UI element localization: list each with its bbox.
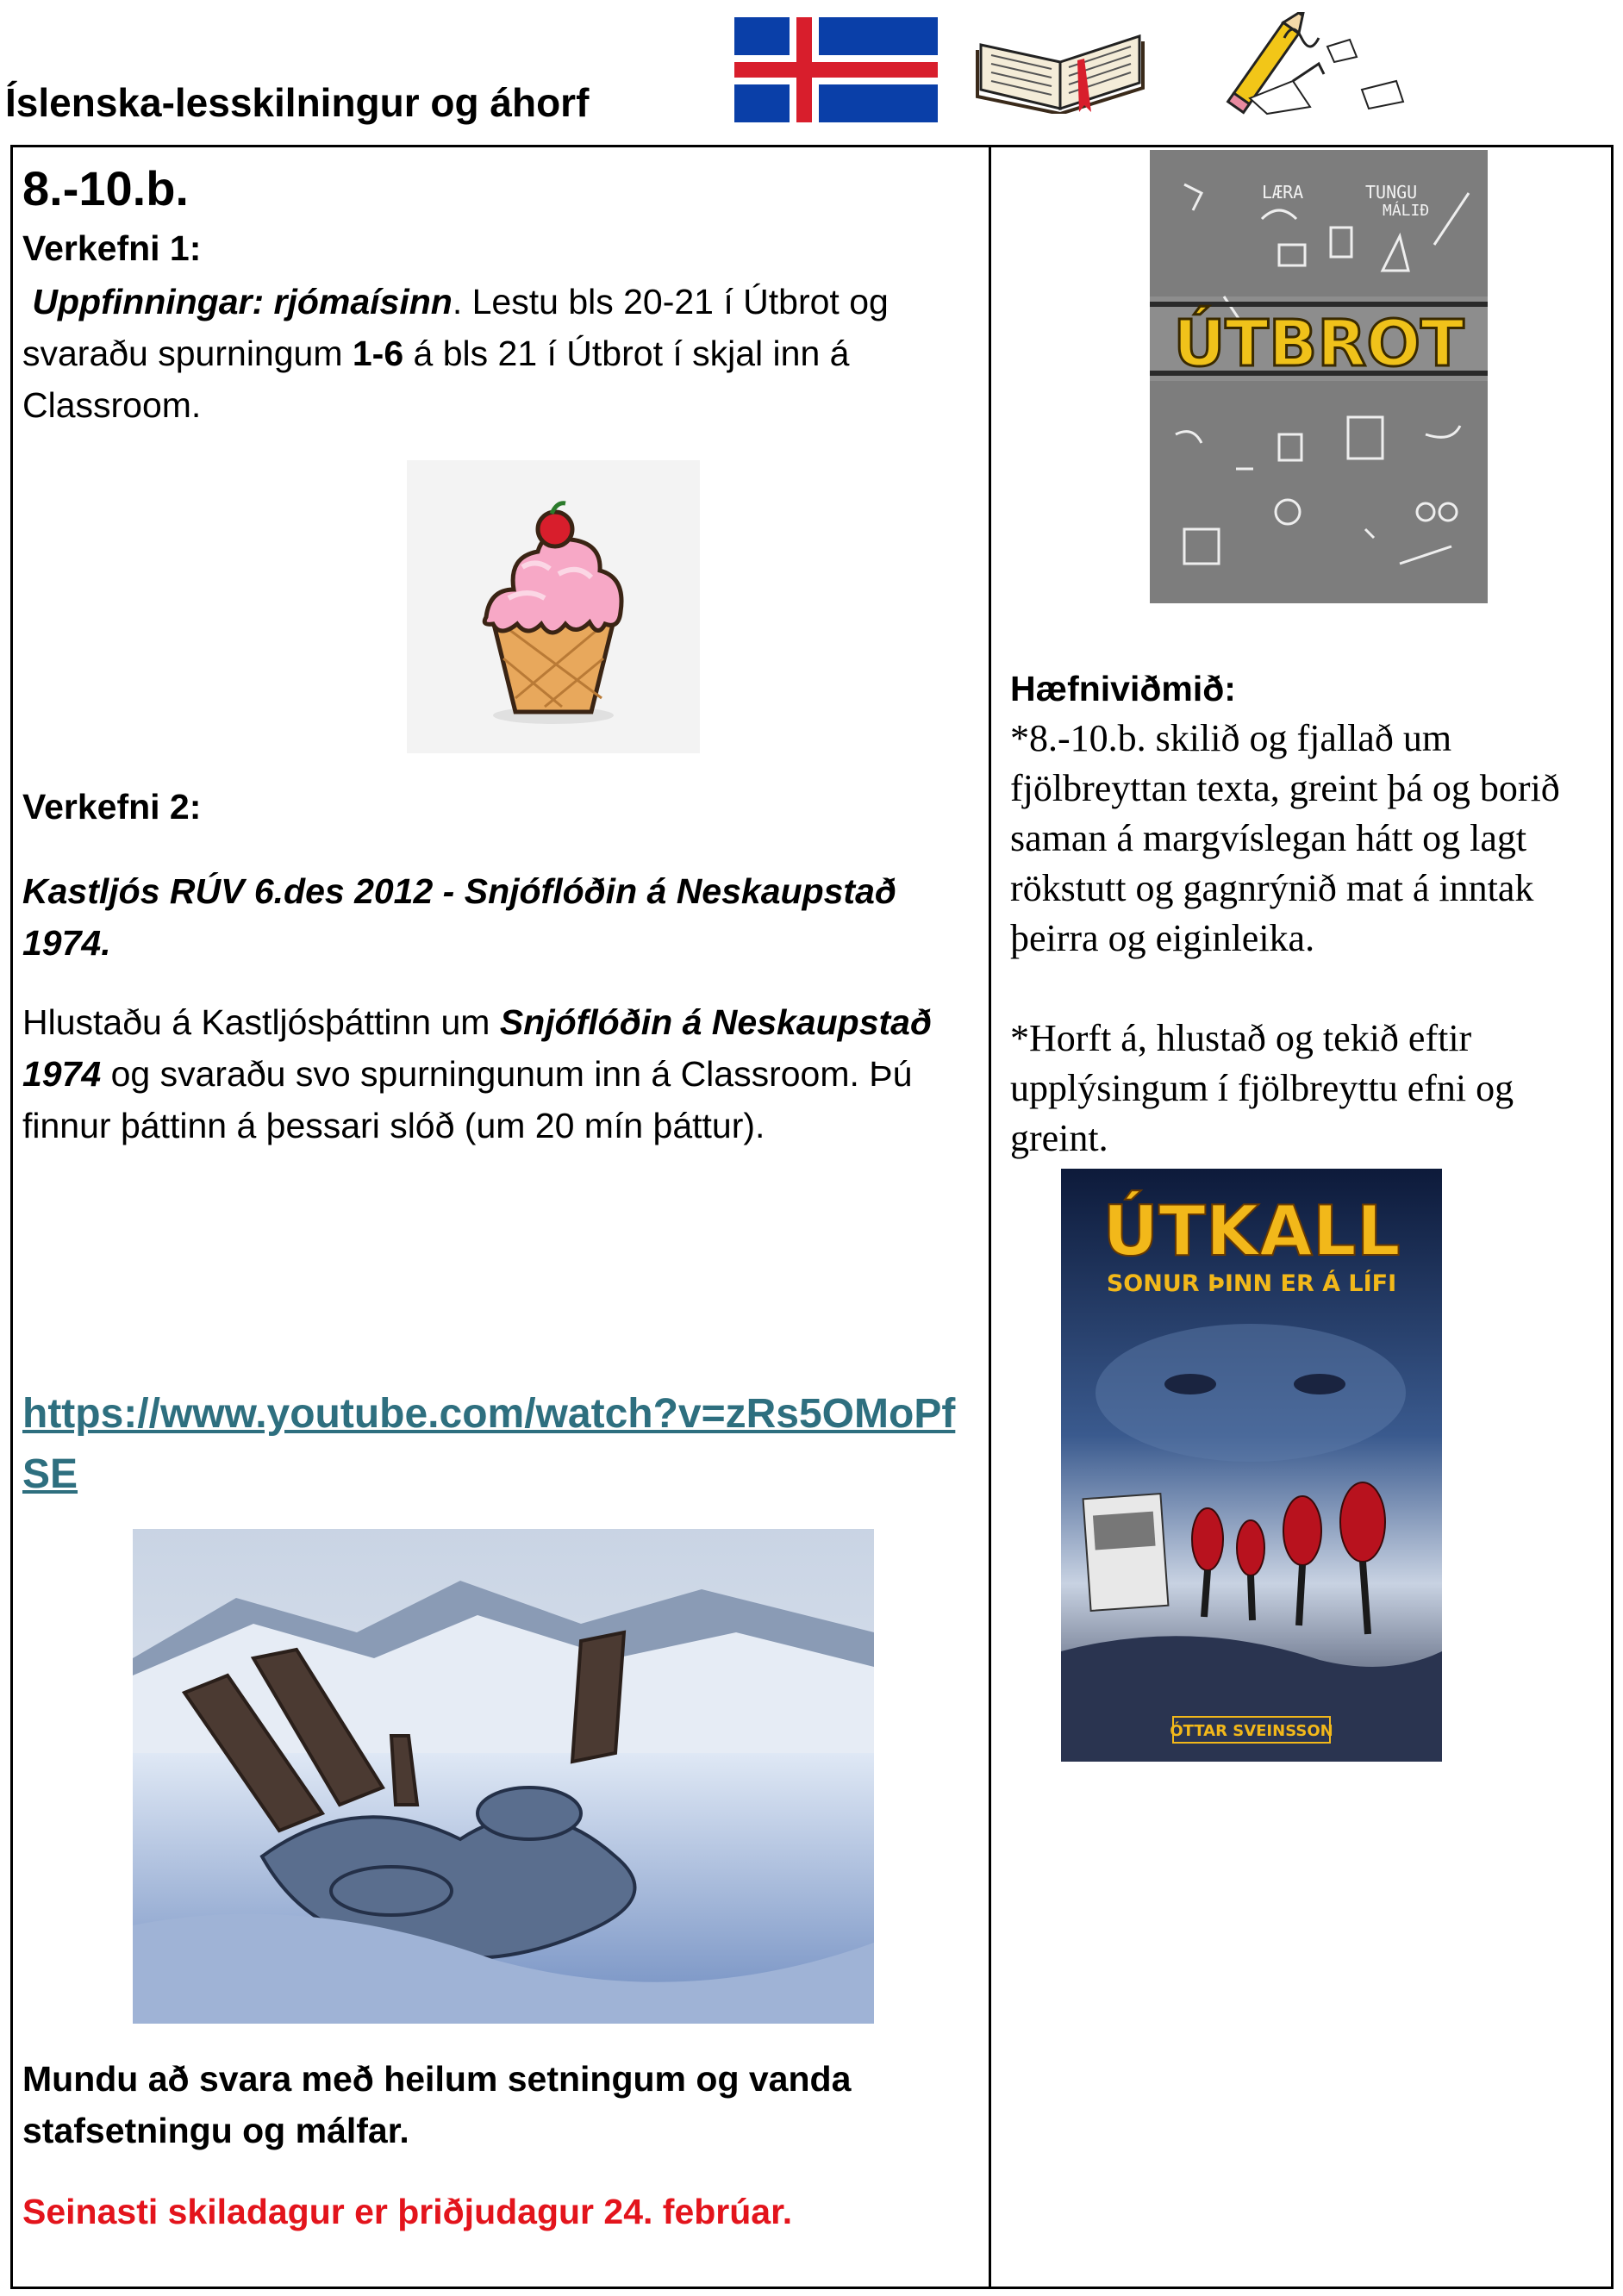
open-book-icon [974, 19, 1146, 114]
pencil-drawing-icon [1198, 12, 1431, 115]
reminder-note: Mundu að svara með heilum setningum og vanda stafsetningu og málfar. [22, 2059, 852, 2150]
utkall-book-cover [1061, 1169, 1442, 1762]
question-range: 1-6 [352, 334, 404, 373]
utkall-author: ÓTTAR SVEINSSON [1170, 1722, 1333, 1740]
column-divider [989, 145, 991, 2289]
task1-topic: Uppfinningar: rjómaísinn [32, 282, 453, 321]
task1-instructions: Uppfinningar: rjómaísinn. Lestu bls 20-21 í Útbrot og svaraðu spurningum 1-6 á bls 21 í Útbrot í skjal inn á Classroom. [22, 282, 889, 425]
grade-heading: 8.-10.b. [22, 161, 189, 215]
task1-heading: Verkefni 1: [22, 228, 202, 268]
document-title: Íslenska-lesskilningur og áhorf [5, 80, 590, 125]
competence-item-1: *8.-10.b. skilið og fjallað um fjölbreyttan texta, greint þá og borið saman á margvíslegan hátt og lagt rökstutt og gagnrýnið mat á inntak þeirra og eiginleika. [1010, 717, 1560, 959]
utbrot-tagline-1: LÆRA [1262, 182, 1304, 203]
task2-instructions: Hlustaðu á Kastljósþáttinn um Snjóflóðin á Neskaupstað 1974 og svaraðu svo spurningunum inn á Classroom. Þú finnur þáttinn á þessari slóð (um 20 mín þáttur). [22, 1002, 933, 1145]
competence-heading: Hæfniviðmið: [1010, 669, 1236, 708]
ice-cream-cone-icon [407, 460, 700, 753]
utbrot-tagline-2: TUNGU [1365, 182, 1418, 203]
utbrot-tagline-3: MÁLIÐ [1383, 202, 1430, 220]
deadline-note: Seinasti skiladagur er þriðjudagur 24. febrúar. [22, 2192, 793, 2231]
utbrot-book-cover [1150, 150, 1488, 603]
competence-item-2: *Horft á, hlustað og tekið eftir upplýsingum í fjölbreyttu efni og greint. [1010, 1017, 1514, 1159]
task2-heading: Verkefni 2: [22, 787, 202, 827]
youtube-link[interactable]: https://www.youtube.com/watch?v=zRs5OMoPfSE [22, 1391, 956, 1497]
competence-section [1010, 664, 1605, 1164]
avalanche-wreckage-photo [133, 1529, 874, 2024]
task2-title: Kastljós RÚV 6.des 2012 - Snjóflóðin á Neskaupstað 1974. [22, 871, 896, 963]
program-name: Snjóflóðin á Neskaupstað 1974 [22, 1002, 933, 1094]
iceland-flag-icon [734, 17, 938, 122]
utkall-subtitle: SONUR ÞINN ER Á LÍFI [1106, 1270, 1397, 1297]
utkall-title: ÚTKALL [1102, 1191, 1401, 1271]
utbrot-title: ÚTBROT [1173, 307, 1464, 381]
